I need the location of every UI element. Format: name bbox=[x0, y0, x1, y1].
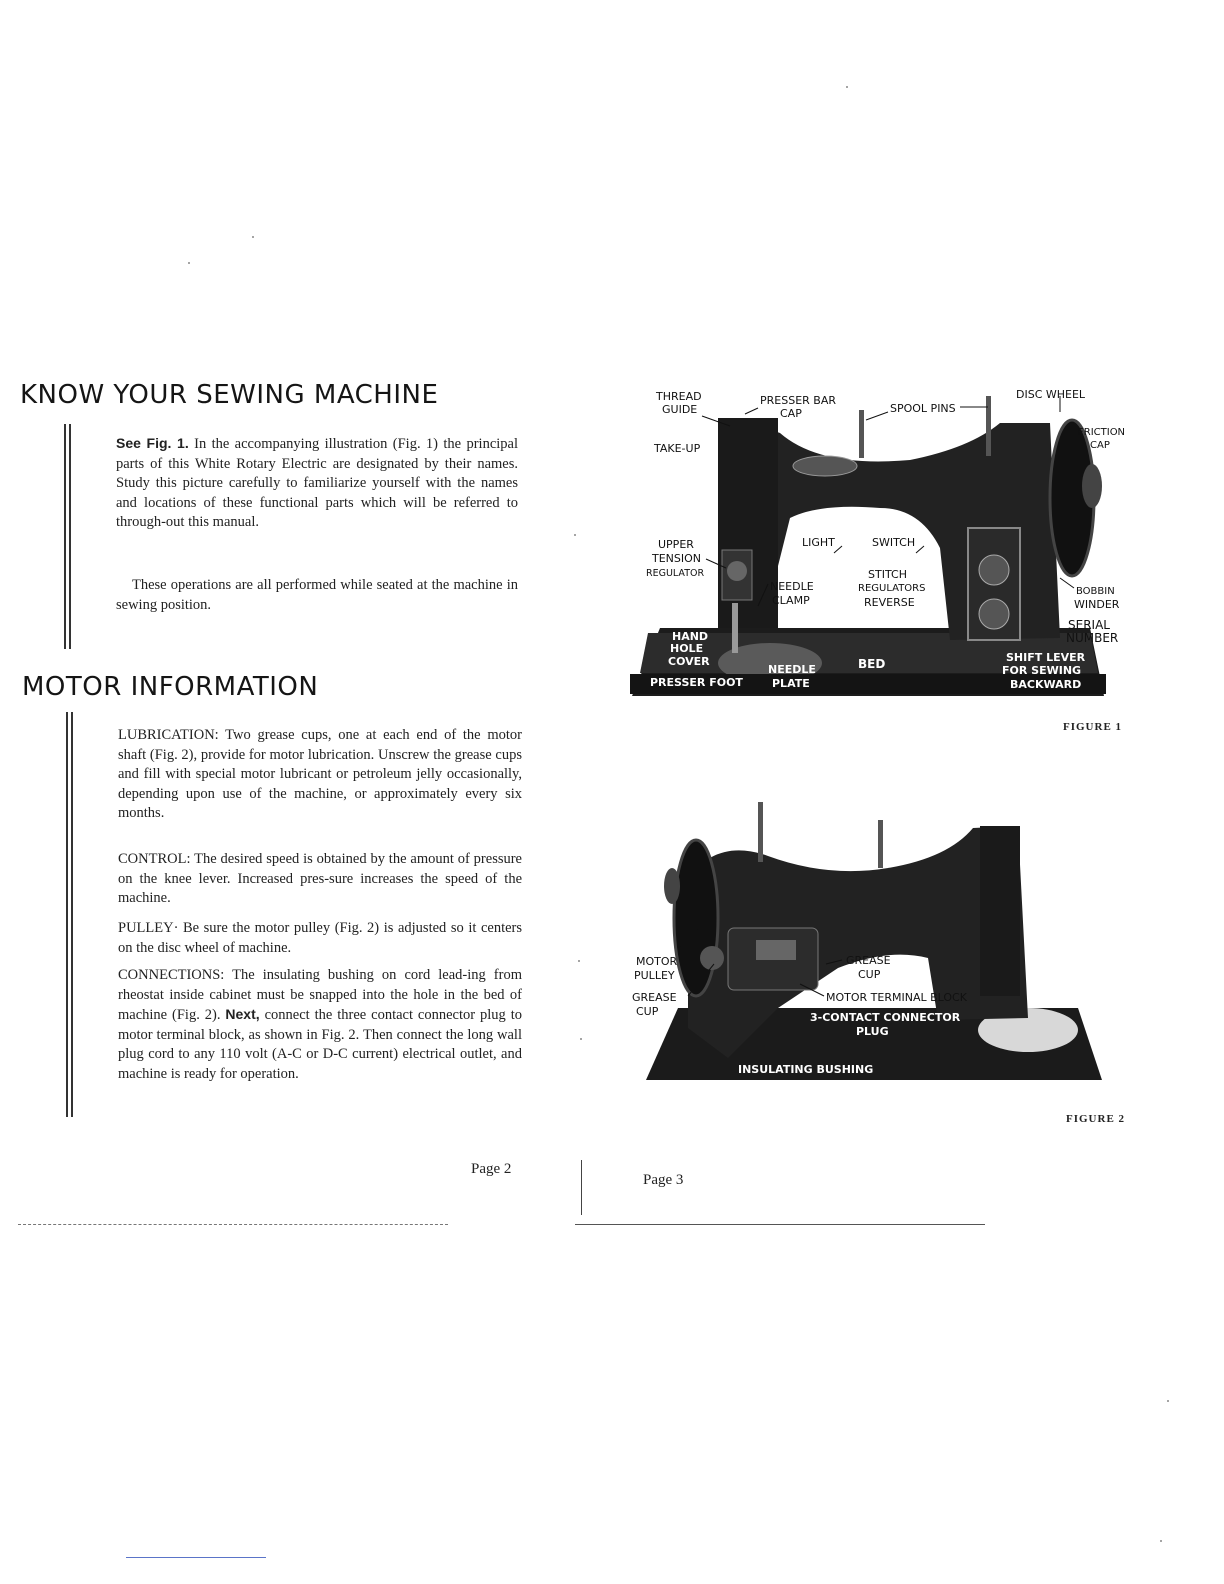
label-needle-clamp: CLAMP bbox=[772, 594, 810, 607]
page-number-left: Page 2 bbox=[471, 1161, 512, 1177]
control-paragraph: CONTROL: The desired speed is obtained by the amount of pressure on the knee lever. Increased pres-sure increases the speed of the machine. bbox=[118, 851, 522, 906]
label-friction-cap: FRICTION bbox=[1078, 427, 1126, 438]
intro-paragraph bbox=[116, 434, 518, 533]
label-bobbin-winder: BOBBIN bbox=[1076, 586, 1115, 597]
margin-bar bbox=[71, 712, 73, 1117]
bottom-line bbox=[126, 1557, 266, 1558]
label-presser-bar-cap: PRESSER BAR bbox=[760, 394, 836, 407]
label-hand-hole-cover: COVER bbox=[668, 655, 710, 668]
label-spool-pins: SPOOL PINS bbox=[890, 402, 956, 415]
bottom-rule-left bbox=[18, 1224, 448, 1225]
section-heading-know-machine: KNOW YOUR SEWING MACHINE bbox=[20, 380, 439, 410]
label-shift-lever: BACKWARD bbox=[1010, 678, 1082, 691]
label-reverse: REVERSE bbox=[864, 596, 915, 609]
operations-paragraph: These operations are all performed while seated at the machine in sewing position. bbox=[116, 577, 518, 613]
label-presser-foot: PRESSER FOOT bbox=[650, 676, 743, 689]
label-take-up: TAKE-UP bbox=[654, 442, 701, 455]
label-upper-tension: REGULATOR bbox=[646, 568, 705, 579]
label-stitch-regulators: REGULATORS bbox=[858, 583, 926, 594]
label-upper-tension: UPPER bbox=[658, 538, 694, 551]
scan-speck bbox=[252, 236, 254, 238]
label-contact-connector: PLUG bbox=[856, 1025, 889, 1038]
label-needle-plate: PLATE bbox=[772, 677, 810, 690]
margin-bar bbox=[64, 424, 66, 649]
label-contact-connector: 3-CONTACT CONNECTOR bbox=[810, 1011, 961, 1024]
label-disc-wheel: DISC WHEEL bbox=[1016, 388, 1086, 401]
margin-bar bbox=[66, 712, 68, 1117]
label-thread-guide: GUIDE bbox=[662, 403, 698, 416]
lubrication-paragraph: LUBRICATION: Two grease cups, one at each end of the motor shaft (Fig. 2), provide for motor lubrication. Unscrew the grease cups and fill with special motor lubricant or petroleum jelly occasionally, depending upon use of the machine, or approximately every six months. bbox=[118, 727, 522, 821]
label-shift-lever: SHIFT LEVER bbox=[1006, 651, 1086, 664]
label-motor-pulley: PULLEY bbox=[634, 969, 675, 982]
figure-1-caption: FIGURE 1 bbox=[1063, 721, 1123, 733]
scan-speck bbox=[188, 262, 190, 264]
label-grease-cup-left: CUP bbox=[636, 1005, 659, 1018]
connections-paragraph bbox=[118, 966, 522, 1084]
label-forward: FORWARD bbox=[860, 612, 924, 625]
label-switch: SWITCH bbox=[872, 536, 916, 549]
connections-next: Next, bbox=[225, 1006, 260, 1022]
label-needle-plate: NEEDLE bbox=[768, 663, 816, 676]
figure-1-illustration bbox=[620, 378, 1140, 698]
label-shift-lever: FOR SEWING bbox=[1002, 664, 1082, 677]
connections-text-b: connect the three contact connector plug to motor terminal block, as shown in Fig. 2. Then connect the long wall plug cord to any 110 volt (A-C or D-C current) electrical outlet, and machine is ready for operation. bbox=[118, 1007, 523, 1082]
label-thread-guide: THREAD bbox=[656, 390, 702, 403]
pulley-paragraph: PULLEY· Be sure the motor pulley (Fig. 2) is adjusted so it centers on the disc wheel of machine. bbox=[118, 920, 522, 956]
page-gutter-line bbox=[581, 1160, 582, 1215]
bottom-rule-right bbox=[575, 1224, 985, 1225]
section-heading-motor-info: MOTOR INFORMATION bbox=[22, 672, 319, 702]
label-serial-number: NUMBER bbox=[1066, 631, 1119, 645]
label-serial-number: SERIAL bbox=[1068, 618, 1110, 632]
figure-2-caption: FIGURE 2 bbox=[1066, 1113, 1126, 1125]
scan-speck bbox=[1167, 1400, 1169, 1402]
label-motor-terminal-block: MOTOR TERMINAL BLOCK bbox=[826, 991, 967, 1004]
label-insulating-bushing: INSULATING BUSHING bbox=[738, 1063, 874, 1076]
scan-speck bbox=[1160, 1540, 1162, 1542]
connections-text-a: CONNECTIONS: The insulating bushing on cord lead-ing from rheostat inside cabinet must be snapped into the hole in the bed of machine (Fig. 2). bbox=[118, 967, 522, 1023]
scan-speck bbox=[580, 1038, 582, 1040]
fig-reference: See Fig. 1. bbox=[116, 435, 189, 451]
intro-text: In the accompanying illustration (Fig. 1) the principal parts of this White Rotary Electric are designated by their names. Study this picture carefully to familiarize yourself with the names and locations of these functional parts which will be referred to through-out this manual. bbox=[116, 436, 519, 530]
figure-2-illustration bbox=[628, 798, 1108, 1084]
label-needle-clamp: NEEDLE bbox=[770, 580, 814, 593]
label-bed: BED bbox=[858, 657, 886, 671]
label-hand-hole-cover: HAND bbox=[672, 630, 709, 643]
label-friction-cap: CAP bbox=[1090, 440, 1110, 451]
label-bobbin-winder: WINDER bbox=[1074, 598, 1120, 611]
label-motor-pulley: MOTOR bbox=[636, 955, 678, 968]
label-light: LIGHT bbox=[802, 536, 835, 549]
page-number-right: Page 3 bbox=[643, 1172, 684, 1188]
label-grease-cup-right: GREASE bbox=[846, 954, 891, 967]
label-presser-bar-cap: CAP bbox=[780, 407, 802, 420]
scan-speck bbox=[846, 86, 848, 88]
label-upper-tension: TENSION bbox=[652, 552, 702, 565]
label-grease-cup-left: GREASE bbox=[632, 991, 677, 1004]
scan-speck bbox=[578, 960, 580, 962]
label-stitch-regulators: STITCH bbox=[868, 568, 907, 581]
label-hand-hole-cover: HOLE bbox=[670, 642, 704, 655]
margin-bar bbox=[69, 424, 71, 649]
label-grease-cup-right: CUP bbox=[858, 968, 881, 981]
scan-speck bbox=[574, 534, 576, 536]
